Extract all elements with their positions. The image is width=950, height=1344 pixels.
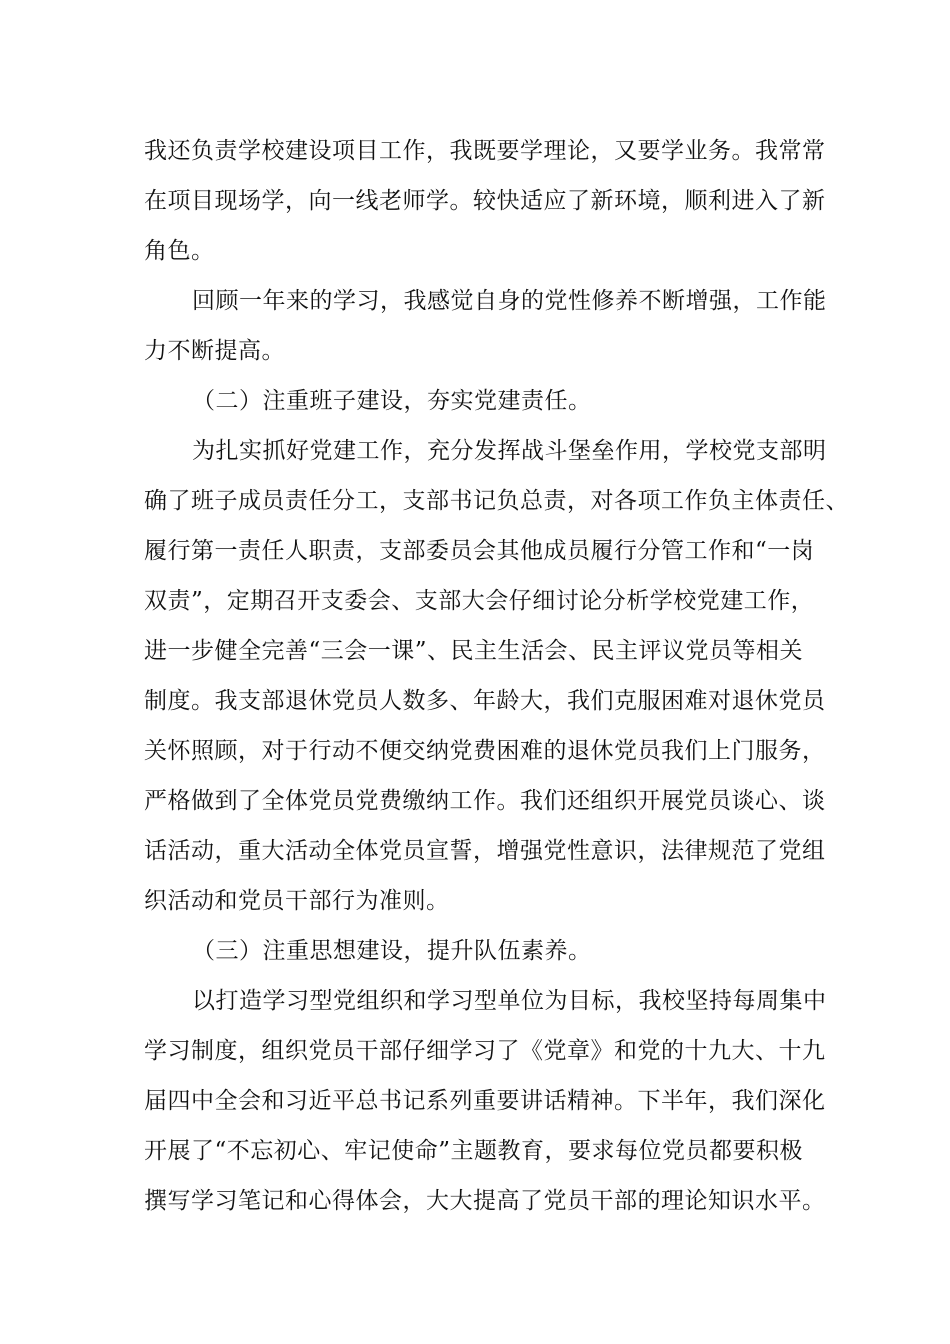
section-heading: （三）注重思想建设，提升队伍素养。 — [192, 938, 592, 964]
paragraph-first-line: 为扎实抓好党建工作，充分发挥战斗堡垒作用，学校党支部明 — [192, 438, 827, 464]
text-line: 届四中全会和习近平总书记系列重要讲话精神。下半年，我们深化 — [144, 1088, 826, 1114]
paragraph-first-line: 回顾一年来的学习，我感觉自身的党性修养不断增强，工作能 — [192, 288, 827, 314]
text-line: 严格做到了全体党员党费缴纳工作。我们还组织开展党员谈心、谈 — [144, 788, 826, 814]
text-line: 确了班子成员责任分工，支部书记负总责，对各项工作负主体责任、 — [144, 488, 849, 514]
text-line: 话活动，重大活动全体党员宣誓，增强党性意识，法律规范了党组 — [144, 838, 826, 864]
text-line: 关怀照顾，对于行动不便交纳党费困难的退休党员我们上门服务， — [144, 738, 826, 764]
text-line: 学习制度，组织党员干部仔细学习了《党章》和党的十九大、十九 — [144, 1038, 826, 1064]
section-heading: （二）注重班子建设，夯实党建责任。 — [192, 388, 592, 414]
text-line: 撰写学习笔记和心得体会，大大提高了党员干部的理论知识水平。 — [144, 1188, 826, 1214]
text-line: 履行第一责任人职责，支部委员会其他成员履行分管工作和“一岗 — [144, 538, 815, 564]
text-line: 角色。 — [144, 238, 215, 264]
text-line: 开展了“不忘初心、牢记使命”主题教育，要求每位党员都要积极 — [144, 1138, 804, 1164]
text-line: 力不断提高。 — [144, 338, 285, 364]
text-line: 织活动和党员干部行为准则。 — [144, 888, 450, 914]
paragraph-first-line: 以打造学习型党组织和学习型单位为目标，我校坚持每周集中 — [192, 988, 827, 1014]
text-line: 进一步健全完善“三会一课”、民主生活会、民主评议党员等相关 — [144, 638, 804, 664]
text-line: 我还负责学校建设项目工作，我既要学理论，又要学业务。我常常 — [144, 138, 826, 164]
text-line: 制度。我支部退休党员人数多、年龄大，我们克服困难对退休党员 — [144, 688, 826, 714]
text-line: 在项目现场学，向一线老师学。较快适应了新环境，顺利进入了新 — [144, 188, 826, 214]
text-line: 双责”，定期召开支委会、支部大会仔细讨论分析学校党建工作， — [144, 588, 815, 614]
